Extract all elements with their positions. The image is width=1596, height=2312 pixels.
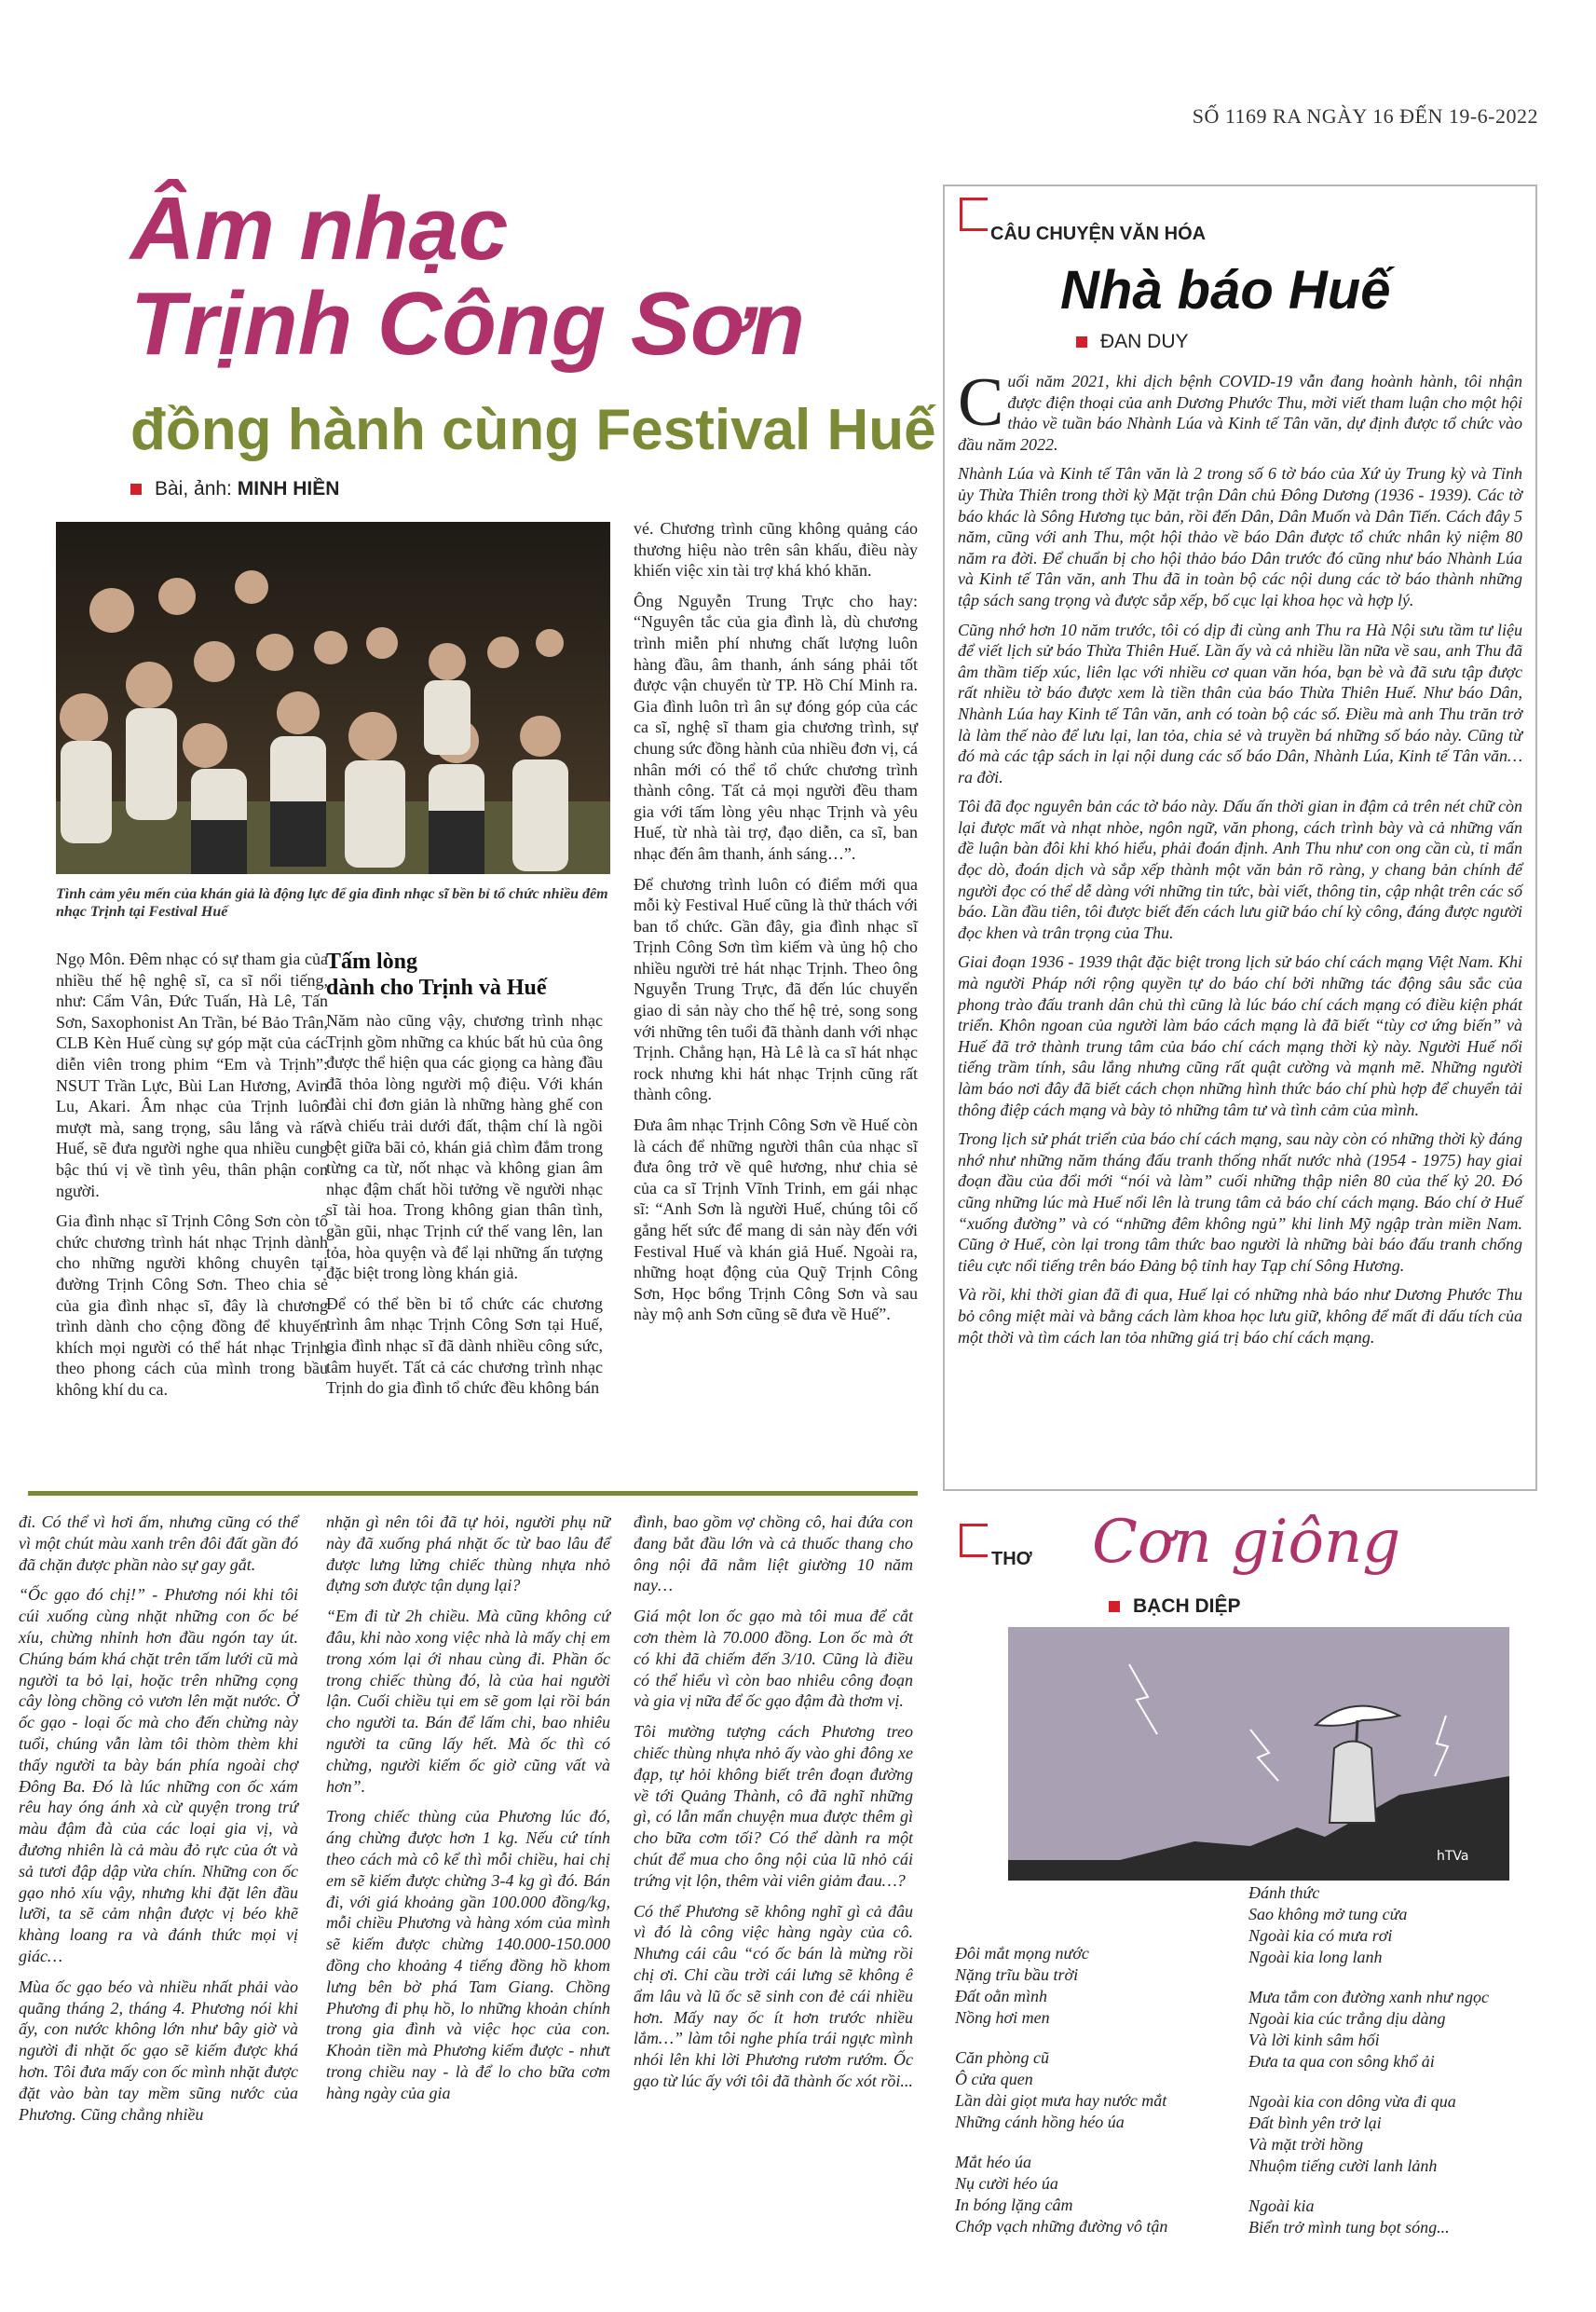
byline-prefix: Bài, ảnh: <box>155 478 232 499</box>
heading-line-2: dành cho Trịnh và Huế <box>326 976 547 1000</box>
sidebar-byline <box>1076 331 1189 353</box>
article-title <box>130 179 805 374</box>
paragraph: Đưa âm nhạc Trịnh Công Sơn về Huế còn là cách để những người thân của nhạc sĩ đưa ông trở về quê hương, như chia sẻ của ca sĩ Trịnh Vĩnh Trinh, em gái nhạc sĩ: “Anh Sơn là người Huế, chúng tôi cố gắng hết sức để mang di sản này đến với Festival Huế và khán giả Huế. Ngoài ra, những hoạt động của Quỹ Trịnh Công Sơn, Học bổng Trịnh Công Sơn và sau này mộ anh Sơn cũng sẽ đưa về Huế”. <box>634 1115 918 1324</box>
paragraph <box>958 364 1522 455</box>
paragraph: Năm nào cũng vậy, chương trình nhạc Trịnh gồm những ca khúc bất hủ của ông được thể hiện qua các giọng ca hàng đầu đã thỏa lòng người mộ điệu. Với khán đài chỉ đơn giản là những hàng ghế con và chiếu trải dưới đất, thậm chí là ngồi bệt giữa bãi cỏ, khán giả chìm đắm trong từng ca từ, nốt nhạc và không gian âm nhạc đậm chất hồi tưởng về người nhạc sĩ tài hoa. Trong không gian thân tình, gần gũi, nhạc Trịnh cứ thế vang lên, lan tỏa, hòa quyện và để lại những ấn tượng đặc biệt trong lòng khán giả. <box>326 1011 603 1283</box>
stanza <box>1248 2196 1547 2238</box>
paragraph-text: uối năm 2021, khi dịch bệnh COVID-19 vẫn đang hoành hành, tôi nhận được điện thoại của anh Dương Phước Thu, mời viết tham luận cho một hội thảo về tuần báo Nhành Lúa và Kinh tế Tân văn, dự định được tổ chức vào đầu năm 2022. <box>958 372 1522 454</box>
poem-line: Và lời kinh sâm hối <box>1248 2031 1380 2049</box>
section-label: CÂU CHUYỆN VĂN HÓA <box>990 224 1207 244</box>
poem-line: Nhuộm tiếng cười lanh lảnh <box>1248 2156 1438 2175</box>
stanza <box>1248 2091 1547 2177</box>
section-icon <box>960 198 988 236</box>
poem-line: Mưa tắm con đường xanh như ngọc <box>1248 1988 1490 2006</box>
paragraph: Ông Nguyễn Trung Trực cho hay: “Nguyên tắc của gia đình là, dù chương trình miễn phí nhưng chất lượng luôn hàng đầu, âm thanh, ánh sáng phải tốt được vận chuyển từ TP. Hồ Chí Minh ra. Gia đình luôn trì ân sự đóng góp của các ca sĩ, nghệ sĩ tham gia chương trình, sự chung sức đồng hành của nhiều đơn vị, cá nhân mới có thể tổ chức chương trình thành công. Tất cả mọi người đều tham gia với tấm lòng yêu nhạc Trịnh và yêu Huế, từ nhà tài trợ, đạo diễn, ca sĩ, ban nhạc đến âm thanh, ánh sáng…”. <box>634 591 918 863</box>
article-title-line-1: Âm nhạc <box>130 179 509 279</box>
illustration-signature: hTVa <box>1437 1849 1469 1864</box>
storm-illustration <box>1008 1627 1509 1881</box>
paragraph: “Ốc gạo đó chị!” - Phương nói khi tôi cúi xuống cùng nhặt những con ốc bé xíu, chừng nhỉnh hơn đầu ngón tay út. Chúng bám khá chặt trên tấm lưới cũ mà người ta bỏ lại, hoặc trên những cọng cây lòng chồng cỏ vươn lên mặt nước. Ở ốc gạo - loại ốc mà cho đến chừng này tuổi, chúng vẫn làm tôi thòm thèm khi thấy người ta bày bán phía ngoài chợ Đông Ba. Đó là lúc những con ốc xám rêu hay óng ánh xà cừ quyện trong trứ màu đậm đà của các loại gia vị, và đương nhiên là cả màu đỏ rực của ớt và sả tươi đập dập vừa chín. Những con ốc gạo nhỏ xíu vậy, nhưng khi đặt lên đầu lưỡi, ta sẽ cảm nhận được vị béo khẽ khàng loang ra và đánh thức mọi vị giác… <box>19 1585 298 1965</box>
lower-column-2 <box>326 1512 610 2114</box>
poem-byline <box>1109 1595 1241 1618</box>
poem-line: Những cánh hồng héo úa <box>955 2113 1125 2131</box>
paragraph: Có thể Phương sẽ không nghĩ gì cả đâu vì đó là công việc hàng ngày của cô. Nhưng cái câu “có ốc bán là mừng rồi chị ơi. Chỉ cầu trời cái lưng sẽ không ê ẩm lâu và lũ ốc sẽ sinh con đẻ cái nhiều hơn. Mấy nay ốc ít hơn trước nhiều lắm…” làm tôi nghe phía trái ngực mình nhói lên khi lời Phương rươm rướm. Ốc gạo từ lúc ấy với tôi đã thành ốc xót rồi... <box>634 1901 913 2090</box>
article-column-2 <box>326 949 603 1408</box>
paragraph: nhặn gì nên tôi đã tự hỏi, người phụ nữ này đã xuống phá nhặt ốc từ bao lâu để được lưng lửng chiếc thùng nhựa nhỏ đựng sơn được tận dụng lại? <box>326 1512 610 1595</box>
sidebar-body <box>958 364 1522 1356</box>
poem-line: Lần dài giọt mưa hay nước mắt <box>955 2091 1167 2110</box>
poem-section-label: THƠ <box>991 1549 1032 1569</box>
poem-line: Ngoài kia có mưa rơi <box>1248 1926 1393 1945</box>
bullet-icon <box>1076 336 1087 348</box>
paragraph: Cũng nhớ hơn 10 năm trước, tôi có dịp đi cùng anh Thu ra Hà Nội sưu tầm tư liệu để viết lịch sử báo Thừa Thiên Huế. Lần ấy và cả nhiều lần nữa về sau, anh Thu đã âm thầm tiếp xúc, liên lạc với nhiều cơ quan văn hóa, bạn bè và đã sưu tập được rất nhiều tờ báo được xem là tiền thân của báo Thừa Thiên Huế. Như báo Dân, Nhành Lúa hay Kinh tế Tân văn, anh có toàn bộ các số. Điều mà anh Thu trăn trở là làm thế nào để lưu lại, lan tỏa, chia sẻ và truyền bá những số báo này. Cũng từ đó mà các tập sách in lại nội dung các số báo Dân, Nhành Lúa, Kinh tế Tân văn… ra đời. <box>958 620 1522 787</box>
paragraph: Mùa ốc gạo béo và nhiều nhất phải vào quãng tháng 2, tháng 4. Phương nói khi ấy, con nước không lớn như bây giờ và người đi nhặt ốc gạo sẽ kiếm được khá hơn. Tôi đưa mấy con ốc mình nhặt được đặt vào bàn tay mềm sũng nước của Phương. Cũng chẳng nhiều <box>19 1977 298 2124</box>
sidebar-author: ĐAN DUY <box>1100 331 1189 352</box>
stanza <box>955 2047 1197 2133</box>
paragraph: Gia đình nhạc sĩ Trịnh Công Sơn còn tổ chức chương trình hát nhạc Trịnh dành cho những người không chuyên tại đường Trịnh Công Sơn. Theo chia sẻ của gia đình nhạc sĩ, đây là chương trình dành cho cộng đồng để khuyến khích mọi người có thể hát nhạc Trịnh theo phong cách của mình trong bầu không khí du ca. <box>56 1211 328 1399</box>
poem-left-column <box>955 1943 1197 2256</box>
paragraph: Tôi đã đọc nguyên bản các tờ báo này. Dấu ấn thời gian in đậm cả trên nét chữ còn lại được mất và nhạt nhòe, ngôn ngữ, văn phong, cách trình bày và cả những vấn đề luận bàn đôi khi khó hiểu, phải đoán định. Anh Thu như con ong cần cù, tỉ mẩn đọc dò, đoán dịch và sắp xếp thành một văn bản rõ ràng, y chang bản chính để người đọc có thể dễ dàng với những tin tức, bài viết, thông tin, cập nhật trên các số báo. Lần đầu tiên, tôi được biết đến cách lưu giữ báo chí kỳ công, đáng được người đọc khen và trân trọng của Thu. <box>958 797 1522 942</box>
audience-illustration <box>56 522 610 874</box>
paragraph: Và rồi, khi thời gian đã đi qua, Huế lại có những nhà báo như Dương Phước Thu bỏ công miệt mài và bằng cách làm khoa học lưu giữ, không để mất đi dấu tích của một thời và tìm cách lan tỏa những giá trị báo chí cách mạng. <box>958 1285 1522 1347</box>
photo-caption: Tình cảm yêu mến của khán giả là động lực để gia đình nhạc sĩ bền bỉ tổ chức nhiều đêm nhạc Trịnh tại Festival Huế <box>56 886 608 920</box>
poem-line: Và mặt trời hồng <box>1248 2135 1364 2154</box>
stanza <box>1248 1882 1547 1968</box>
lower-column-1 <box>19 1512 298 2134</box>
bullet-icon <box>1109 1601 1120 1612</box>
poem-line: Ngoài kia <box>1248 2196 1315 2215</box>
poem-title: Cơn giông <box>1092 1508 1401 1577</box>
paragraph: vé. Chương trình cũng không quảng cáo thương hiệu nào trên sân khấu, điều này khiến việc xin tài trợ khá khó khăn. <box>634 519 918 581</box>
concert-audience-photo <box>56 522 610 874</box>
poem-right-column <box>1248 1882 1547 2257</box>
article-byline <box>130 478 339 500</box>
poem-line: Ô cửa quen <box>955 2070 1033 2088</box>
section-heading <box>326 949 603 1001</box>
paragraph: “Em đi từ 2h chiều. Mà cũng không cứ đâu, khi nào xong việc nhà là mấy chị em trong xóm lại ới nhau cùng đi. Phần ốc trong chiếc thùng đó, là của hai người lận. Cuối chiều tụi em sẽ gom lại rồi bán cho người ta. Bán để lấm chi, bao nhiêu người ta cũng lấy hết. Mà ốc thì có chừng, người kiếm ốc giờ cũng vất và hơn”. <box>326 1607 610 1796</box>
poem-line: Đưa ta qua con sông khổ ải <box>1248 2052 1435 2071</box>
poem-line: Nồng hơi men <box>955 2008 1050 2027</box>
paragraph: Trong lịch sử phát triển của báo chí cách mạng, sau này còn có những thời kỳ đáng nhớ như những năm tháng đấu tranh thống nhất nước nhà (1954 - 1975) hay giai đoạn đầu của đổi mới “nói và làm” cuối những thập niên 80 của thế kỷ 20. Đó cũng những lúc mà Huế nổi lên là trung tâm cả báo chí cách mạng. Báo chí ở Huế “xuống đường” và có “những đêm không ngủ” khi linh Mỹ ngập tràn miền Nam. Cũng ở Huế, còn lại trong tâm thức bao người là những bài báo đấu tranh chống tiêu cực nổi tiếng trên báo Đảng bộ tỉnh hay Tạp chí Sông Hương. <box>958 1129 1522 1275</box>
lower-column-3 <box>634 1512 913 2101</box>
poem-line: Đôi mắt mọng nước <box>955 1944 1089 1963</box>
poem-line: In bóng lặng câm <box>955 2196 1073 2214</box>
poem-line: Đánh thức <box>1248 1883 1320 1902</box>
paragraph: đi. Có thể vì hơi ấm, nhưng cũng có thể vì một chút màu xanh trên đôi đất gần đó đã chặn được phần nào sự gay gắt. <box>19 1512 298 1574</box>
poem-line: Ngoài kia con dông vừa đi qua <box>1248 2092 1456 2111</box>
sidebar-title: Nhà báo Huế <box>1060 260 1391 321</box>
heading-line-1: Tấm lòng <box>326 950 418 974</box>
stanza <box>955 1943 1197 2029</box>
article-title-line-2: Trịnh Công Sơn <box>130 274 805 374</box>
poem-line: Căn phòng cũ <box>955 2048 1049 2067</box>
paragraph: Để có thể bền bỉ tổ chức các chương trình âm nhạc Trịnh Công Sơn tại Huế, gia đình nhạc sĩ đã dành nhiều công sức, tâm huyết. Tất cả các chương trình nhạc Trịnh do gia đình tổ chức đều không bán <box>326 1293 603 1398</box>
stanza <box>1248 1987 1547 2073</box>
poem-line: Nụ cười héo úa <box>955 2174 1058 2193</box>
paragraph: Nhành Lúa và Kinh tế Tân văn là 2 trong số 6 tờ báo của Xứ ủy Trung kỳ và Tỉnh ủy Thừa Thiên trong thời kỳ Mặt trận Dân chủ Đông Dương (1936 - 1939). Các tờ báo khác là Sông Hương tục bản, rồi đến Dân, Dân Muốn và Dân Tiến. Cách đây 5 năm, cũng với anh Thu, một hội thảo về báo Dân được tổ chức nhân kỷ niệm 80 năm ra đời. Để chuẩn bị cho hội thảo báo Dân trước đó cũng như báo Nhành Lúa và Kinh tế Tân văn, anh Thu đã in toàn bộ các nội dung các tờ báo thành những tập sách sang trọng và được sắp xếp, bố cục lại khoa học và hợp lý. <box>958 464 1522 609</box>
article-column-1 <box>56 949 328 1409</box>
paragraph: Tôi mường tượng cách Phương treo chiếc thùng nhựa nhỏ ấy vào ghi đông xe đạp, tự hỏi không biết trên đoạn đường về tới Quảng Thành, cô đã nghĩ những gì, có lẫn mẩn chuyện mua được thêm gì cho bữa cơm tối? Có thể dành ra một chút để mua cho ông nội của lũ nhỏ cái trứng vịt lộn, thêm vài viên giảm đau…? <box>634 1722 913 1890</box>
paragraph: Ngọ Môn. Đêm nhạc có sự tham gia của nhiều thế hệ nghệ sĩ, ca sĩ nổi tiếng, như: Cẩm Vân, Đức Tuấn, Hà Lê, Tấn Sơn, Saxophonist An Trần, bé Bảo Trân, CLB Kèn Huế cùng sự góp mặt của các diễn viên trong phim “Em và Trịnh”: NSUT Trần Lực, Bùi Lan Hương, Avin Lu, Akari. Âm nhạc của Trịnh luôn mượt mà, sang trọng, sâu lắng và rất Huế, sẽ đưa người nghe qua nhiều cung bậc thú vị về tình yêu, thân phận con người. <box>56 950 328 1200</box>
paragraph: đình, bao gồm vợ chồng cô, hai đứa con đang bắt đầu lớn và cả thuốc thang cho ông nội đã nằm liệt giường 10 năm nay… <box>634 1512 913 1595</box>
poem-line: Biển trở mình tung bọt sóng... <box>1248 2218 1450 2237</box>
poem-line: Chớp vạch những đường vô tận <box>955 2217 1168 2236</box>
poem-line: Đất bình yên trở lại <box>1248 2114 1382 2132</box>
poem-line: Nặng trĩu bầu trời <box>955 1965 1079 1984</box>
paragraph: Giá một lon ốc gạo mà tôi mua để cắt cơn thèm là 70.000 đồng. Lon ốc mà ớt có khi đã chiếm đến 3/10. Cũng là điều có thể hiểu vì còn bao nhiêu công đoạn và gia vị nữa để ốc gạo đậm đà thơm vị. <box>634 1607 913 1711</box>
storm-drawing <box>1008 1627 1509 1881</box>
poem-line: Sao không mở tung cửa <box>1248 1905 1408 1923</box>
stanza <box>955 2152 1197 2237</box>
dropcap: C <box>958 364 1004 441</box>
issue-info: SỐ 1169 RA NGÀY 16 ĐẾN 19-6-2022 <box>1192 104 1538 128</box>
article-column-3 <box>634 518 918 1334</box>
paragraph: Để chương trình luôn có điểm mới qua mỗi kỳ Festival Huế cũng là thử thách với ban tổ chức. Gần đây, gia đình nhạc sĩ Trịnh Công Sơn tìm kiếm và ủng hộ cho nhiều người trẻ hát nhạc Trịnh. Theo ông Nguyễn Trung Trực, đã đến lúc chuyển giao di sản này cho thế hệ trẻ, song song với những tên tuổi đã thành danh với nhạc Trịnh. Chẳng hạn, Hà Lê là ca sĩ hát nhạc rock nhưng khi hát nhạc Trịnh cũng rất thành công. <box>634 874 918 1104</box>
article-subtitle: đồng hành cùng Festival Huế <box>130 398 936 462</box>
section-divider <box>28 1491 918 1496</box>
bullet-icon <box>130 484 142 495</box>
paragraph: Giai đoạn 1936 - 1939 thật đặc biệt trong lịch sử báo chí cách mạng Việt Nam. Khi mà người Pháp nới rộng quyền tự do báo chí bởi những tác động sâu sắc của phong trào đấu tranh dân chủ thì cũng là lúc báo chí cách mạng có điều kiện phát triển. Khôn ngoan của người làm báo cách mạng là đã biết “tùy cơ ứng biến” và Huế đã trở thành trung tâm của báo chí cách mạng thời kỳ này. Người Huế nổi tiếng trầm tính, sâu lắng nhưng cũng rất quật cường và mạnh mẽ. Những người làm báo nơi đây đã biết cách chọn những hình thức báo chí phù hợp để chuyển tải thông điệp cách mạng và bày tỏ những tâm tư và tình cảm của mình. <box>958 952 1522 1119</box>
poem-section-icon <box>960 1524 988 1562</box>
poem-line: Mắt héo úa <box>955 2153 1031 2171</box>
poem-line: Đất oằn mình <box>955 1987 1047 2005</box>
poem-author: BẠCH DIỆP <box>1133 1595 1241 1617</box>
poem-line: Ngoài kia cúc trắng dịu dàng <box>1248 2009 1446 2028</box>
poem-line: Ngoài kia long lanh <box>1248 1948 1383 1966</box>
paragraph: Trong chiếc thùng của Phương lúc đó, áng chừng được hơn 1 kg. Nếu cứ tính theo cách mà cô kể thì mỗi chiều, hai chị em sẽ kiếm được chừng 3-4 kg gì đó. Bán đi, với giá khoảng gần 100.000 đồng/kg, mỗi chiều Phương và hàng xóm của mình sẽ kiếm được chừng 140.000-150.000 đồng cho khoảng 4 tiếng đồng hồ khom lưng bên bờ phá Tam Giang. Chồng Phương đi phụ hồ, lo những khoản chính trong gia đình và việc học của con. Khoản tiền mà Phương kiếm được - nhưt trong chiều nay - là để lo cho bữa cơm hàng ngày của gia <box>326 1807 610 2102</box>
byline-author: MINH HIỀN <box>237 478 340 499</box>
